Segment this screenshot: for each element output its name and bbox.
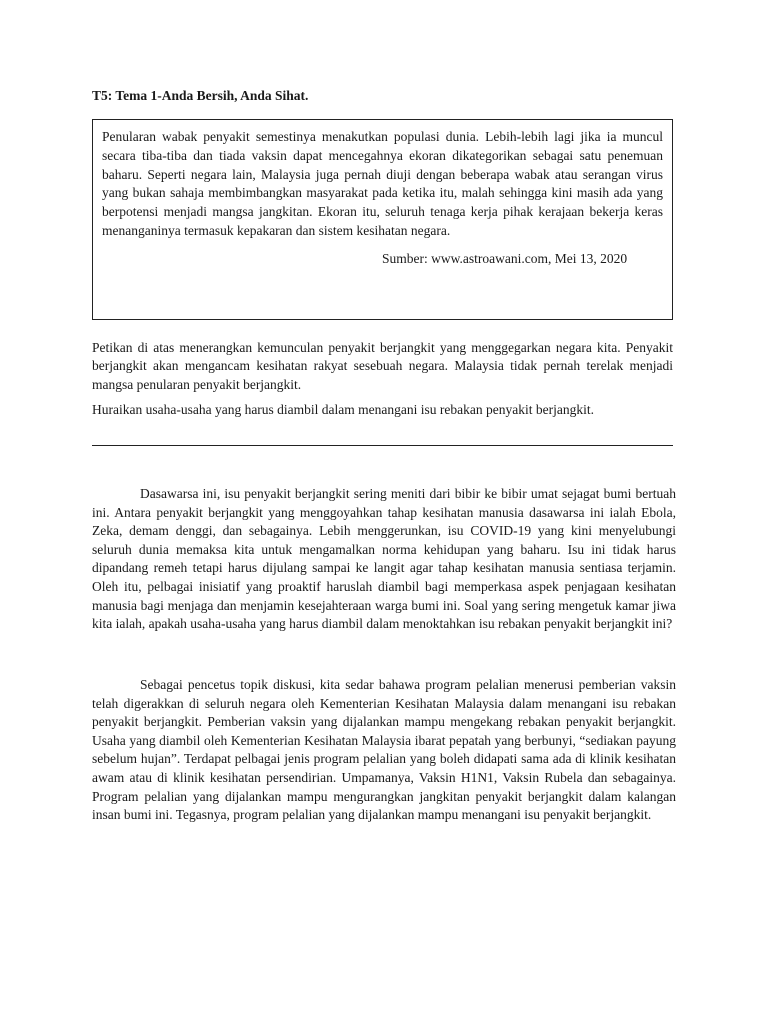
excerpt-box bbox=[92, 119, 673, 320]
answer-divider bbox=[92, 445, 673, 446]
intro-paragraph: Petikan di atas menerangkan kemunculan penyakit berjangkit yang menggegarkan negara kita. Penyakit berjangkit akan mengancam kesihatan rakyat sesebuah negara. Malaysia tidak pernah terelak menjadi mangsa penularan penyakit berjangkit. bbox=[92, 340, 673, 392]
essay-paragraph-2: Sebagai pencetus topik diskusi, kita sedar bahawa program pelalian menerusi pemberian vaksin telah digerakkan di seluruh negara oleh Kementerian Kesihatan Malaysia dalam menangani isu rebakan penyakit berjangkit. Pemberian vaksin yang dijalankan mampu mengekang rebakan penyakit berjangkit. Usaha yang diambil oleh Kementerian Kesihatan Malaysia ibarat pepatah yang berbunyi, “sediakan payung sebelum hujan”. Terdapat pelbagai jenis program pelalian yang boleh didapati sama ada di klinik kesihatan awam atau di klinik kesihatan persendirian. Umpamanya, Vaksin H1N1, Vaksin Rubela dan sebagainya. Program pelalian yang dijalankan mampu mengurangkan jangkitan penyakit berjangkit dalam kalangan insan bumi ini. Tegasnya, program pelalian yang dijalankan mampu menangani isu penyakit berjangkit. bbox=[92, 677, 676, 823]
document-title: T5: Tema 1-Anda Bersih, Anda Sihat. bbox=[92, 88, 309, 103]
excerpt-text: Penularan wabak penyakit semestinya menakutkan populasi dunia. Lebih-lebih lagi jika ia muncul secara tiba-tiba dan tiada vaksin dapat mencegahnya ekoran dikategorikan sebagai satu penemuan baharu. Seperti negara lain, Malaysia juga pernah diuji dengan beberapa wabak atau serangan virus yang bukan sahaja membimbangkan masyarakat pada ketika itu, malah sehingga kini masih ada yang berpotensi menjadi mangsa jangkitan. Ekoran itu, seluruh tenaga kerja pihak kerajaan bekerja keras menanganinya termasuk kepakaran dan sistem kesihatan negara. bbox=[102, 129, 663, 238]
question-text: Huraikan usaha-usaha yang harus diambil dalam menangani isu rebakan penyakit berjangkit. bbox=[92, 402, 594, 417]
essay-paragraph-1: Dasawarsa ini, isu penyakit berjangkit sering meniti dari bibir ke bibir umat sejagat bumi bertuah ini. Antara penyakit berjangkit yang menggoyahkan tahap kesihatan manusia dasawarsa ini ialah Ebola, Zeka, demam denggi, dan sebagainya. Lebih menggerunkan, isu COVID-19 yang kini menyelubungi seluruh dunia memaksa kita untuk mengamalkan norma kehidupan yang baharu. Isu ini tidak harus dipandang remeh tetapi harus dijulang sampai ke langit agar tahap kesihatan manusia sentiasa terjamin. Oleh itu, pelbagai inisiatif yang proaktif haruslah diambil bagi memperkasa aspek penjagaan kesihatan manusia bagi menjaga dan menjamin kesejahteraan warga bumi ini. Soal yang sering mengetuk kamar jiwa kita ialah, apakah usaha-usaha yang harus diambil dalam menoktahkan isu rebakan penyakit berjangkit ini? bbox=[92, 486, 676, 632]
excerpt-source: Sumber: www.astroawani.com, Mei 13, 2020 bbox=[382, 250, 628, 266]
